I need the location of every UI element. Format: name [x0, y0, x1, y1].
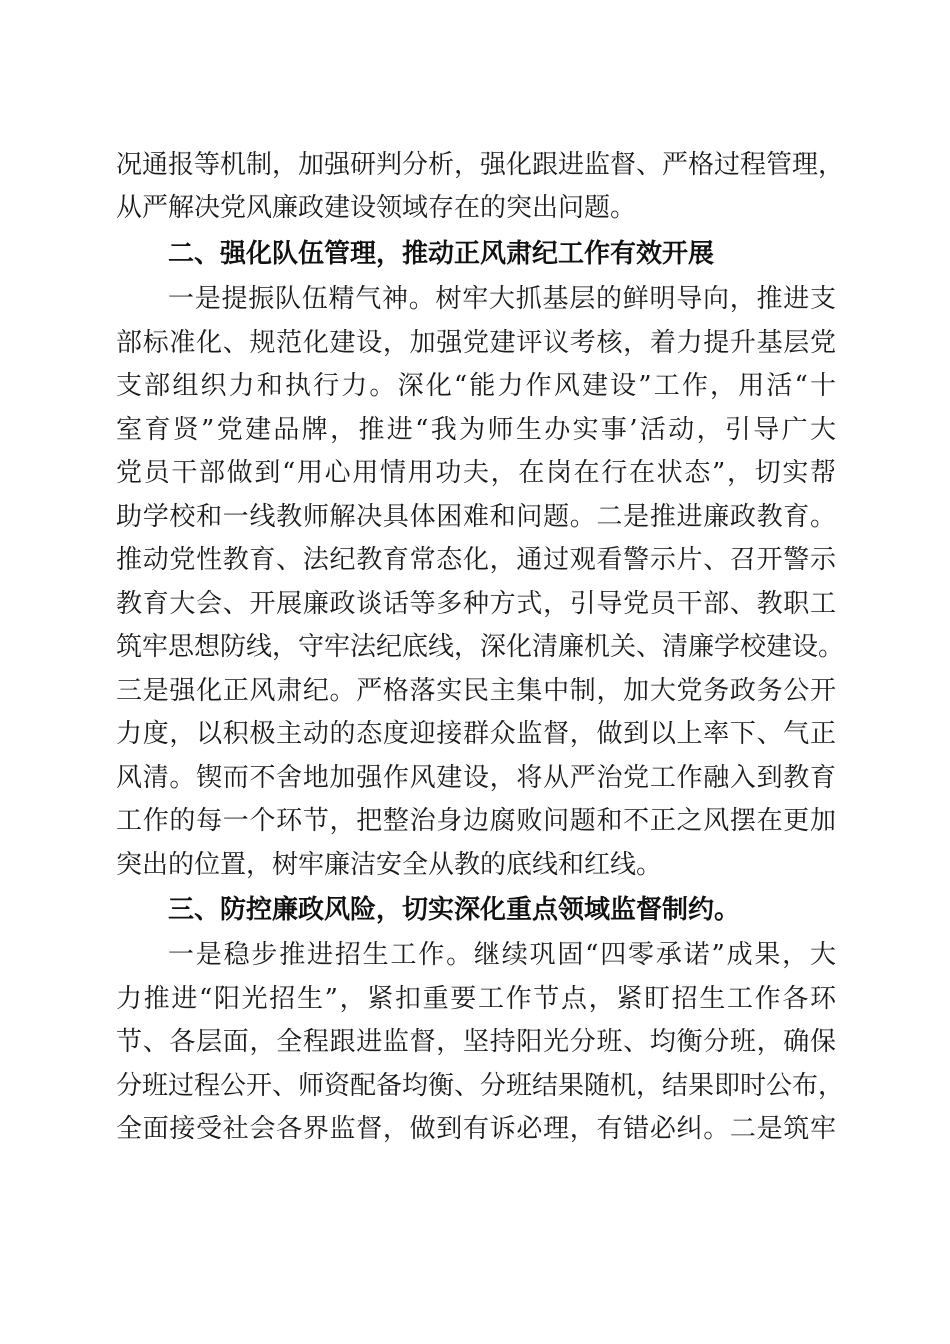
- paragraph-line: 三是强化正风肃纪。严格落实民主集中制，加大党务政务公开: [116, 676, 836, 706]
- paragraph-line: 力推进“阳光招生”，紧扣重要工作节点，紧盯招生工作各环: [116, 984, 836, 1014]
- paragraph-line: 节、各层面，全程跟进监督，坚持阳光分班、均衡分班，确保: [116, 1027, 836, 1057]
- section-heading-3: 三、防控廉政风险，切实深化重点领域监督制约。: [168, 895, 741, 925]
- paragraph-line: 党员干部做到“用心用情用功夫，在岗在行在状态”，切实帮: [116, 458, 836, 488]
- paragraph-line: 分班过程公开、师资配备均衡、分班结果随机，结果即时公布，: [116, 1071, 845, 1101]
- paragraph-line: 筑牢思想防线，守牢法纪底线，深化清廉机关、清廉学校建设。: [116, 632, 845, 662]
- paragraph-line: 推动党性教育、法纪教育常态化，通过观看警示片、召开警示: [116, 545, 836, 575]
- paragraph-line: 从严解决党风廉政建设领域存在的突出问题。: [116, 193, 637, 223]
- paragraph-line: 一是稳步推进招生工作。继续巩固“四零承诺”成果，大: [168, 940, 836, 970]
- paragraph-line: 助学校和一线教师解决具体困难和问题。二是推进廉政教育。: [116, 502, 836, 532]
- section-heading-2: 二、强化队伍管理，推动正风肃纪工作有效开展: [168, 239, 715, 269]
- paragraph-line: 部标准化、规范化建设，加强党建评议考核，着力提升基层党: [116, 328, 836, 358]
- paragraph-line: 况通报等机制，加强研判分析，强化跟进监督、严格过程管理，: [116, 150, 845, 180]
- paragraph-line: 全面接受社会各界监督，做到有诉必理，有错必纠。二是筑牢: [116, 1114, 836, 1144]
- paragraph-line: 室育贤”党建品牌，推进“我为师生办实事’活动，引导广大: [116, 415, 836, 445]
- paragraph-line: 支部组织力和执行力。深化“能力作风建设”工作，用活“十: [116, 371, 836, 401]
- paragraph-line: 力度，以积极主动的态度迎接群众监督，做到以上率下、气正: [116, 719, 836, 749]
- paragraph-line: 教育大会、开展廉政谈话等多种方式，引导党员干部、教职工: [116, 589, 836, 619]
- paragraph-line: 工作的每一个环节，把整治身边腐败问题和不正之风摆在更加: [116, 806, 836, 836]
- paragraph-line: 一是提振队伍精气神。树牢大抓基层的鲜明导向，推进支: [168, 284, 836, 314]
- paragraph-line: 突出的位置，树牢廉洁安全从教的底线和红线。: [116, 850, 663, 880]
- paragraph-line: 风清。锲而不舍地加强作风建设，将从严治党工作融入到教育: [116, 763, 836, 793]
